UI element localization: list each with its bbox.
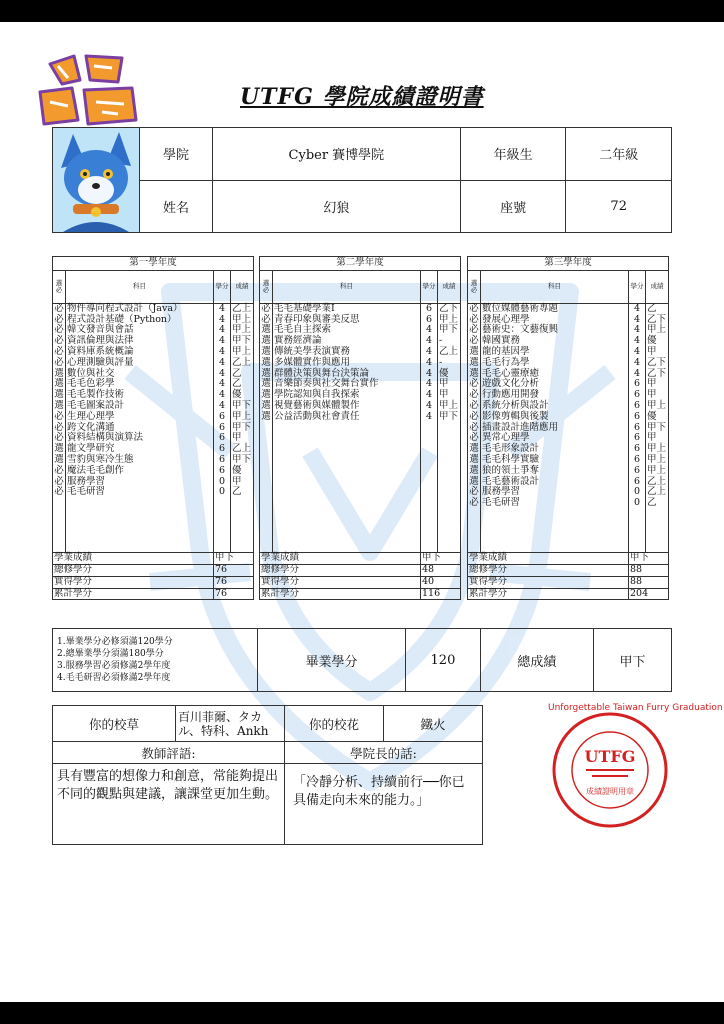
rule-item: 3.服務學習必須修滿2學年度: [57, 661, 171, 671]
course-score: 甲: [646, 390, 669, 401]
course-name: 韓國實務: [481, 336, 629, 347]
course-type: 必: [469, 378, 479, 390]
year-summary-row: [468, 564, 669, 576]
course-name: 資料結構與演算法: [66, 433, 214, 444]
course-type: 必: [469, 486, 479, 498]
course-credits: 4: [214, 336, 231, 347]
total-score-label: 總成績: [480, 629, 593, 692]
course-type: 必: [54, 324, 64, 336]
course-score: 乙: [231, 487, 254, 498]
summary-value: 40: [421, 576, 461, 588]
course-credits: 6: [214, 412, 231, 423]
summary-label: 學業成績: [53, 553, 214, 565]
course-credits: 4: [421, 390, 438, 401]
course-row: [468, 358, 669, 369]
course-name: 資訊倫理與法律: [66, 336, 214, 347]
course-score: 乙: [231, 379, 254, 390]
summary-value: 88: [629, 576, 669, 588]
course-name: 毛毛基礎學業I: [273, 303, 421, 314]
summary-value: 甲下: [629, 553, 669, 565]
course-name: 數位媒體藝術專題: [481, 303, 629, 314]
grade-value: 二年級: [566, 128, 672, 181]
course-name: 青春印象與審美反思: [273, 315, 421, 326]
course-name: 系統分析與設計: [481, 401, 629, 412]
course-type: 選: [469, 345, 479, 357]
course-credits: 4: [629, 303, 646, 314]
score-header: 成績: [231, 270, 254, 303]
course-score: 甲上: [438, 401, 461, 412]
summary-label: 總修學分: [468, 564, 629, 576]
year-label: 第二學年度: [260, 257, 461, 271]
credits-header: 學分: [421, 270, 438, 303]
summary-value: 116: [421, 588, 461, 600]
course-score: 優: [231, 390, 254, 401]
course-type: 必: [54, 410, 64, 422]
year-table: [467, 256, 669, 600]
course-score: 乙上: [231, 358, 254, 369]
course-score: 甲上: [646, 401, 669, 412]
course-score: 乙: [231, 369, 254, 380]
course-type: 必: [469, 313, 479, 325]
course-score: -: [438, 336, 461, 347]
course-score: 乙上: [231, 303, 254, 314]
course-name: 雪豹與寒冷生態: [66, 455, 214, 466]
course-credits: 6: [214, 466, 231, 477]
required-header: 選必: [53, 270, 66, 303]
course-row: [468, 412, 669, 423]
score-header: 成績: [438, 270, 461, 303]
course-credits: 4: [421, 379, 438, 390]
course-type: 選: [54, 399, 64, 411]
summary-label: 累計學分: [53, 588, 214, 600]
course-type: 必: [54, 421, 64, 433]
course-score: 甲下: [231, 455, 254, 466]
course-type: 選: [261, 410, 271, 422]
page-title: UTFG 學院成績證明書: [240, 84, 484, 110]
course-credits: 6: [214, 455, 231, 466]
course-credits: 4: [421, 336, 438, 347]
school-grass-value: 百川菲爾、タカル、特科、Ankh: [176, 706, 285, 742]
course-score: 甲上: [646, 466, 669, 477]
summary-value: 76: [214, 564, 254, 576]
summary-label: 實得學分: [468, 576, 629, 588]
seal-brand: UTFG: [584, 747, 636, 766]
rule-item: 1.畢業學分必修須滿120學分: [57, 637, 173, 647]
year-summary-row: [53, 576, 254, 588]
course-score: 甲: [646, 347, 669, 358]
course-type: 選: [54, 443, 64, 455]
rule-item: 2.總畢業學分須滿180學分: [57, 649, 164, 659]
dean-comment-label: 學院長的話:: [285, 742, 483, 764]
course-type: 選: [261, 389, 271, 401]
course-type: 選: [54, 378, 64, 390]
teacher-comment-text: 具有豐富的想像力和創意，常能夠提出不同的觀點與建議，讓課堂更加生動。: [53, 764, 285, 845]
course-credits: 6: [629, 433, 646, 444]
course-name: 毛毛形象設計: [481, 444, 629, 455]
course-score: 甲上: [646, 444, 669, 455]
course-credits: 6: [629, 379, 646, 390]
course-type: 必: [54, 432, 64, 444]
summary-label: 學業成績: [260, 553, 421, 565]
course-credits: 4: [214, 379, 231, 390]
course-type: 選: [261, 367, 271, 379]
summary-label: 累計學分: [260, 588, 421, 600]
course-score: 甲上: [231, 325, 254, 336]
course-score: 甲下: [231, 336, 254, 347]
course-credits: 6: [629, 390, 646, 401]
course-row: [260, 303, 461, 314]
course-score: 乙下: [646, 369, 669, 380]
course-type: 必: [469, 324, 479, 336]
course-type: 選: [469, 356, 479, 368]
subject-header: 科目: [481, 270, 629, 303]
course-score: 甲: [231, 433, 254, 444]
grade-label: 年級生: [460, 128, 566, 181]
summary-value: 88: [629, 564, 669, 576]
summary-label: 學業成績: [468, 553, 629, 565]
course-score: 乙下: [646, 315, 669, 326]
total-score-value: 甲下: [593, 629, 671, 692]
course-score: 乙上: [438, 347, 461, 358]
summary-value: 204: [629, 588, 669, 600]
course-score: 優: [646, 336, 669, 347]
course-name: 視覺藝術與媒體製作: [273, 401, 421, 412]
course-name: 資料庫系統概論: [66, 347, 214, 358]
course-credits: 4: [214, 325, 231, 336]
course-score: 甲上: [646, 325, 669, 336]
course-credits: 6: [629, 423, 646, 434]
course-score: 優: [231, 466, 254, 477]
graduation-summary-table: [52, 628, 672, 692]
course-credits: 4: [629, 347, 646, 358]
summary-label: 實得學分: [53, 576, 214, 588]
year-summary-row: [53, 588, 254, 600]
year-2-block: [259, 256, 461, 600]
course-score: 甲上: [646, 455, 669, 466]
course-type: 選: [469, 443, 479, 455]
year-table: [52, 256, 254, 600]
subject-header: 科目: [66, 270, 214, 303]
course-score: 甲: [646, 379, 669, 390]
course-credits: 6: [421, 303, 438, 314]
course-score: 乙下: [438, 303, 461, 314]
course-score: 甲: [231, 477, 254, 488]
course-name: 影像剪輯與後製: [481, 412, 629, 423]
course-type: 必: [469, 497, 479, 509]
course-row: [468, 466, 669, 477]
course-name: 物件導向程式設計（Java）: [66, 303, 214, 314]
course-type: 選: [54, 367, 64, 379]
course-score: 甲下: [231, 423, 254, 434]
name-label: 姓名: [140, 180, 213, 233]
course-name: 毛毛心靈療癒: [481, 369, 629, 380]
credits-header: 學分: [214, 270, 231, 303]
course-score: -: [438, 358, 461, 369]
year-summary-row: [53, 553, 254, 565]
course-name: 毛毛自主探索: [273, 325, 421, 336]
graduation-credits-value: 120: [406, 629, 481, 692]
course-credits: 4: [421, 369, 438, 380]
course-type: 選: [261, 378, 271, 390]
year-table: [259, 256, 461, 600]
course-score: 乙上: [646, 487, 669, 498]
course-score: 甲上: [438, 315, 461, 326]
seal-ring-text: Unforgettable Taiwan Furry Graduation: [548, 703, 723, 713]
school-grass-label: 你的校草: [53, 706, 176, 742]
course-credits: 4: [214, 303, 231, 314]
course-type: 選: [469, 367, 479, 379]
course-score: 乙: [646, 498, 669, 509]
course-row: [53, 303, 254, 314]
course-type: 選: [469, 464, 479, 476]
course-score: 甲: [438, 390, 461, 401]
course-type: 必: [469, 410, 479, 422]
summary-label: 累計學分: [468, 588, 629, 600]
course-credits: 0: [629, 498, 646, 509]
course-score: 甲: [646, 433, 669, 444]
course-credits: 4: [421, 325, 438, 336]
course-name: 服務學習: [481, 487, 629, 498]
course-credits: 4: [421, 347, 438, 358]
course-type: 選: [261, 335, 271, 347]
course-type: 必: [469, 432, 479, 444]
course-credits: 4: [629, 325, 646, 336]
course-name: 毛毛色彩學: [66, 379, 214, 390]
course-credits: 4: [214, 401, 231, 412]
summary-value: 76: [214, 576, 254, 588]
course-credits: 4: [214, 390, 231, 401]
dean-comment-text: 「冷靜分析、持續前行──你已具備走向未來的能力。」: [285, 764, 483, 845]
student-info-table: [52, 127, 672, 233]
course-name: 毛毛研習: [481, 498, 629, 509]
course-type: 選: [54, 453, 64, 465]
year-3-block: [467, 256, 669, 600]
course-type: 必: [469, 399, 479, 411]
course-type: 必: [54, 302, 64, 314]
course-type: 必: [469, 421, 479, 433]
course-credits: 6: [214, 444, 231, 455]
summary-value: 76: [214, 588, 254, 600]
year-summary-row: [260, 564, 461, 576]
course-credits: 4: [629, 358, 646, 369]
course-name: 遊戲文化分析: [481, 379, 629, 390]
subject-header: 科目: [273, 270, 421, 303]
course-type: 必: [54, 313, 64, 325]
course-name: 韓文發音與會話: [66, 325, 214, 336]
course-name: 多媒體實作與應用: [273, 358, 421, 369]
wolf-avatar-icon: [53, 128, 139, 232]
graduation-rules: [53, 629, 258, 692]
course-row: [468, 303, 669, 314]
teacher-comment-label: 教師評語:: [53, 742, 285, 764]
course-type: 選: [261, 356, 271, 368]
course-row: [260, 412, 461, 423]
course-name: 群體決策與舞台決策論: [273, 369, 421, 380]
course-row: [53, 466, 254, 477]
course-type: 必: [54, 475, 64, 487]
summary-value: 48: [421, 564, 461, 576]
graduation-credits-label: 畢業學分: [258, 629, 406, 692]
course-score: 甲上: [231, 347, 254, 358]
course-score: 乙下: [646, 358, 669, 369]
course-credits: 4: [629, 369, 646, 380]
rule-item: 4.毛毛研習必須修滿2學年度: [57, 673, 171, 683]
course-credits: 6: [629, 444, 646, 455]
score-header: 成績: [646, 270, 669, 303]
course-name: 龍的基因學: [481, 347, 629, 358]
summary-label: 總修學分: [260, 564, 421, 576]
course-name: 狼的領土爭奪: [481, 466, 629, 477]
course-name: 龍文學研究: [66, 444, 214, 455]
course-type: 選: [261, 345, 271, 357]
course-type: 選: [469, 475, 479, 487]
course-name: 毛毛行為學: [481, 358, 629, 369]
course-type: 必: [54, 356, 64, 368]
school-flower-value: 鐵火: [384, 706, 483, 742]
course-name: 公益活動與社會責任: [273, 412, 421, 423]
course-score: 乙上: [231, 444, 254, 455]
course-credits: 6: [421, 315, 438, 326]
course-type: 必: [469, 335, 479, 347]
course-score: 優: [438, 369, 461, 380]
course-type: 必: [469, 302, 479, 314]
avatar: [53, 128, 140, 233]
year-label: 第一學年度: [53, 257, 254, 271]
seat-label: 座號: [460, 180, 566, 233]
course-name: 藝術史：文藝復興: [481, 325, 629, 336]
course-credits: 4: [421, 401, 438, 412]
course-name: 毛毛研習: [66, 487, 214, 498]
course-credits: 4: [214, 315, 231, 326]
course-credits: 4: [421, 358, 438, 369]
year-summary-row: [468, 553, 669, 565]
course-row: [260, 358, 461, 369]
summary-label: 實得學分: [260, 576, 421, 588]
transcript-page: [0, 22, 724, 1002]
required-header: 選必: [260, 270, 273, 303]
summary-value: 甲下: [421, 553, 461, 565]
course-credits: 0: [629, 487, 646, 498]
course-name: 生理心理學: [66, 412, 214, 423]
school-flower-label: 你的校花: [285, 706, 384, 742]
course-type: 必: [469, 389, 479, 401]
course-credits: 4: [629, 315, 646, 326]
course-credits: 4: [214, 369, 231, 380]
course-credits: 0: [214, 477, 231, 488]
course-name: 行動應用開發: [481, 390, 629, 401]
course-name: 程式設計基礎（Python）: [66, 315, 214, 326]
course-name: 心理測驗與評量: [66, 358, 214, 369]
seal-bottom-text: 成績證明用章: [586, 787, 634, 796]
course-type: 選: [261, 399, 271, 411]
course-score: 甲上: [231, 315, 254, 326]
year-label: 第三學年度: [468, 257, 669, 271]
course-name: 音樂節奏與社交舞台實作: [273, 379, 421, 390]
course-name: 毛毛科學實驗: [481, 455, 629, 466]
course-score: 甲下: [438, 412, 461, 423]
course-credits: 4: [421, 412, 438, 423]
course-credits: 4: [629, 336, 646, 347]
course-name: 發展心理學: [481, 315, 629, 326]
year-summary-row: [468, 576, 669, 588]
course-name: 毛毛製作技術: [66, 390, 214, 401]
course-score: 甲下: [231, 401, 254, 412]
course-score: 甲下: [646, 423, 669, 434]
college-value: Cyber 賽博學院: [212, 128, 460, 181]
year-summary-row: [260, 576, 461, 588]
course-type: 必: [261, 313, 271, 325]
course-score: 乙: [646, 303, 669, 314]
course-type: 選: [469, 453, 479, 465]
course-score: 甲上: [231, 412, 254, 423]
course-type: 必: [54, 345, 64, 357]
course-name: 毛毛圖案設計: [66, 401, 214, 412]
course-row: [468, 498, 669, 509]
summary-label: 總修學分: [53, 564, 214, 576]
course-name: 學院認知與自我探索: [273, 390, 421, 401]
course-score: 優: [646, 412, 669, 423]
course-name: 插畫設計進階應用: [481, 423, 629, 434]
course-type: 必: [54, 486, 64, 498]
course-name: 毛毛藝術設計: [481, 477, 629, 488]
course-name: 跨文化溝通: [66, 423, 214, 434]
year-summary-row: [53, 564, 254, 576]
course-credits: 0: [214, 487, 231, 498]
course-type: 必: [261, 302, 271, 314]
course-row: [53, 487, 254, 498]
course-name: 傳統美學表演實務: [273, 347, 421, 358]
utfg-logo-icon: [32, 50, 144, 130]
course-credits: 4: [214, 347, 231, 358]
course-credits: 6: [629, 455, 646, 466]
year-summary-row: [468, 588, 669, 600]
course-credits: 6: [629, 412, 646, 423]
course-name: 實務經濟論: [273, 336, 421, 347]
year-summary-row: [260, 588, 461, 600]
course-credits: 6: [629, 477, 646, 488]
course-row: [53, 358, 254, 369]
course-type: 選: [54, 389, 64, 401]
course-credits: 6: [214, 433, 231, 444]
year-summary-row: [260, 553, 461, 565]
course-credits: 4: [214, 358, 231, 369]
course-name: 魔法毛毛創作: [66, 466, 214, 477]
year-1-block: [52, 256, 254, 600]
name-value: 幻狼: [212, 180, 460, 233]
college-label: 學院: [140, 128, 213, 181]
course-type: 選: [261, 324, 271, 336]
course-name: 異常心理學: [481, 433, 629, 444]
school-seal-icon: [548, 703, 723, 830]
course-row: [53, 412, 254, 423]
course-credits: 6: [629, 401, 646, 412]
course-credits: 6: [629, 466, 646, 477]
credits-header: 學分: [629, 270, 646, 303]
course-name: 服務學習: [66, 477, 214, 488]
course-name: 數位與社交: [66, 369, 214, 380]
required-header: 選必: [468, 270, 481, 303]
seat-value: 72: [566, 180, 672, 233]
summary-value: 甲下: [214, 553, 254, 565]
course-type: 必: [54, 335, 64, 347]
course-score: 甲: [438, 379, 461, 390]
course-score: 乙上: [646, 477, 669, 488]
course-type: 必: [54, 464, 64, 476]
course-score: 甲下: [438, 325, 461, 336]
course-credits: 6: [214, 423, 231, 434]
